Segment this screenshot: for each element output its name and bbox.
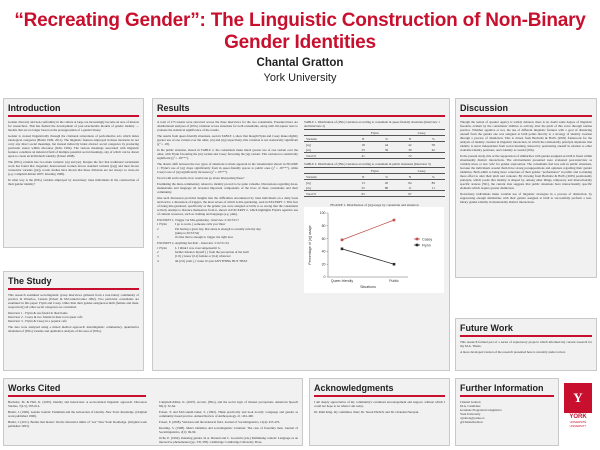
acknowledgments-paragraph: I am deeply appreciative of my community's continued encouragement and support, without which I could not hope to be where I am today. <box>314 400 445 408</box>
heading-rule <box>460 115 592 117</box>
intro-paragraph: Gender is created linguistically through the citational reiterations of performative acts which index ideological categories (Butler 1999, 2011). The linguistic features employed in these iterations do not carry any direct social meanings, but instead indirectly index abstract social categories by producing particular stance within discourse (Ochs 1992). The various meanings associated with linguistic features constitute an indexical field of multiple potential social meanings, any of which can be drawn upon to create an individual's identity (Eckert 2008). <box>8 134 139 158</box>
chart-y-tick-label: 60 <box>321 236 326 241</box>
table-cell: 65 <box>361 191 365 196</box>
chart-point-flynn <box>393 263 396 266</box>
introduction-heading: Introduction <box>8 103 61 113</box>
table-col-header: N <box>408 136 412 141</box>
excerpt-text: it's like that is enough to trigger me right now <box>175 235 234 240</box>
table-cell: 23 <box>361 147 365 152</box>
citation: Butler, J. (1999). Gender trouble: Feminism and the subversion of identity. New York: Routledge. (Original work published 1990). <box>8 410 147 418</box>
excerpt-2-title: EXCERPT 2, Anything but that! - Interview 3: 02:51:34 <box>157 241 229 246</box>
chart-y-tick-label: 40 <box>321 249 326 254</box>
table-cell: 13 <box>361 180 365 185</box>
further-info-heading: Further Information <box>460 383 544 393</box>
study-heading: The Study <box>8 276 52 286</box>
excerpt-line <box>157 235 298 239</box>
chart-point-flynn <box>341 248 344 251</box>
table-cell: 42 <box>431 147 435 152</box>
study-paragraph: The data were analyzed using a mixed method approach: metalinguistic commentary, quantitative tabulation of (ING) variants and qualitative analysis of the uses of (ING). <box>8 325 139 333</box>
citation: Eckert, P. and McConnell-Ginet, S. (1992). Think practically and look locally: Language and gender as community-based practice. Annual Review of Anthropology, 21: 461-490. <box>159 410 298 418</box>
discussion-paragraph: Though the notion of speaker agency is widely debated, there is no doubt some degree of linguistic freedom, evident by the consultants' abilities to actively alter the pitch of this voice through routine practice. Whether agentive or not, the use of different linguistic features with a goal of distancing oneself from the gender one was assigned at birth points directly to a strategy of identity creation through a process of distinction. This is drawn from Bucholtz & Hall's (2005) framework for the analysis of identity creation in linguistic interaction, in which the relationality principle stipulates that identity is never independent from social meaning, instead by positioning oneself in relation to other available identity positions, one's identity is created (506). <box>460 120 592 152</box>
table-cell: 58 <box>431 142 435 147</box>
chart-legend-label: Casey <box>422 237 433 242</box>
intro-paragraph: Gender diversity and non-conformity in the culture at large are increasingly become an area of interest for researchers. This has fuelled the development of post-structuralist models of gender identity — models that are no longer based on the presupposition of a gender binary. <box>8 120 139 132</box>
york-university-logo <box>564 383 592 435</box>
table-cell: 72 <box>408 153 412 158</box>
results-paragraph: Faced with such results, how would one go about interpreting these? <box>157 176 245 180</box>
table-cell: [ın] <box>306 147 311 152</box>
chart-legend-label: Flynn <box>422 243 431 248</box>
citation: Campbell-Kibler, K. (2007). Accent, (ING), and the social logic of listener perceptions. American Speech 82(1): 32-64. <box>159 400 298 408</box>
table-cell <box>375 153 398 159</box>
acknowledgments-heading: Acknowledgments <box>314 383 394 393</box>
heading-rule <box>460 335 592 337</box>
figure-1-chart <box>304 207 444 293</box>
citation: Bucholtz, M. & Hall, K. (2005). Identity and interaction: A sociocultural linguistic approach. Discourse Studies, 7(4-5), 585-614. <box>8 400 147 408</box>
citation: Eckert, P. (2008). Variation and the indexical field. Journal of Sociolinguistics, 12(4): 453-476. <box>159 420 281 424</box>
table-cell: 52 <box>361 185 365 190</box>
study-paragraph: This research examined sociolinguistic group interviews gathered from a non-binary community of practice in Waterloo, Canada (Eckert & McConnell-Ginet 1992). Two particular consultants are examined in this paper: Flynn and Casey. Other than their gender-assigned-at-birth (female and male, respectively) all other social categories are controlled. <box>8 293 139 309</box>
chart-x-tick-label: Public <box>389 279 399 283</box>
excerpt-speaker: 4 <box>157 258 159 263</box>
results-paragraph: A total of 275 tokens were extracted across the three interviews for the two consultants. Presented here are distributional analyses of (ING) variation across situations for both consultants, along with chi-square tests to evaluate the statistical significance of the results. <box>157 120 298 132</box>
table-cell: [ıŋ] <box>306 180 311 185</box>
table-1-caption: TABLE 1. Distribution of (ING) variation according to consultant in queer-friendly situations (Interview 1 and Interview 2) <box>304 120 440 128</box>
excerpt-speaker: 1 Flynn <box>157 245 167 250</box>
york-logo-name: YORK <box>569 414 587 420</box>
table-cell: 11 <box>408 185 412 190</box>
table-col-header: % <box>385 136 388 141</box>
results-paragraph: The results from queer-friendly situations, seen in TABLE 1, show that though Flynn and Casey make slightly greater use of one variant over the other, [ın] and [ıŋ] respectively, this variation is not statistically significant (χ² = .18). <box>157 134 298 146</box>
excerpt-speaker: 2 <box>157 250 159 255</box>
excerpt-text: I go to work. ( someone calls you 'miss' <box>175 222 226 227</box>
chart-legend-marker <box>416 238 419 241</box>
further-info-handle[interactable]: @ChantalGratton <box>460 420 483 424</box>
table-group-header: Casey <box>417 130 426 135</box>
figure-1-caption: FIGURE 1. Distribution of [ıŋ] usage by consultant and situation <box>330 203 419 207</box>
acknowledgments-panel <box>309 378 450 446</box>
study-interview-3: Interview 3 - Flynn & Casey in a popular café <box>8 319 67 323</box>
excerpt-speaker: 2 <box>157 226 159 231</box>
discussion-panel <box>455 98 597 278</box>
excerpt-speaker: 3 <box>157 254 159 259</box>
heading-rule <box>8 288 139 290</box>
introduction-panel <box>3 98 144 248</box>
chart-y-tick-label: 100 <box>319 211 326 216</box>
table-2 <box>304 167 445 197</box>
table-col-header: Variants <box>306 136 317 141</box>
excerpt-text: (1:0) y know (0.2) female or (0.4) whatever <box>175 254 231 259</box>
chart-x-tick-label: Queer-friendly <box>330 279 354 283</box>
results-heading: Results <box>157 103 190 113</box>
results-col-right <box>304 120 445 293</box>
table-cell: 41 <box>361 153 365 158</box>
york-logo-sub: UNIVERSITÉ UNIVERSITY <box>569 420 587 428</box>
results-panel <box>152 98 450 371</box>
excerpt-text: uh (2.0) yeah ( ) 'cause it's just ANYTHING BUT THAT <box>175 258 248 263</box>
table-col-header: % <box>431 136 435 141</box>
citation: Kiesling, S. (1998). Men's identities and sociolinguistic variation: The case of fraternity men. Journal of Sociolinguistics, 2(1): 69-99. <box>159 426 298 434</box>
table-cell: Total N <box>306 191 316 196</box>
further-info-line: M.A. Candidate <box>460 404 481 408</box>
table-cell: 44 <box>384 142 389 147</box>
table-col-header: N <box>361 136 365 141</box>
chart-legend-marker <box>416 244 419 247</box>
author-name: Chantal Gratton <box>256 57 344 69</box>
table-col-header: Variants <box>306 174 317 179</box>
results-paragraph: The drastic shift between the two types of situations is made apparent in the visualization shown in FIGURE 1: Flynn's use of [ıŋ] drops significantly from in queer-friendly spaces to public ones (χ² = .05***), while Casey's use of [ıŋ] significantly increases (χ² = .05***). <box>157 162 298 174</box>
table-cell <box>422 191 445 197</box>
table-cell <box>422 153 445 159</box>
excerpt-text: [jump to 00:33:54] <box>175 230 200 235</box>
table-1 <box>304 129 445 159</box>
table-col-header: N <box>408 174 412 179</box>
works-cited-panel <box>3 378 303 446</box>
chart-y-tick-label: 0 <box>323 275 326 280</box>
further-info-line: Graduate Program in Linguistics <box>460 408 502 412</box>
york-logo-mark: Y <box>564 383 592 413</box>
table-cell: 89 <box>431 180 435 185</box>
intro-paragraph: In what way is the (ING) variable employed by non-binary trans individuals in the construction of their gender identity? <box>8 178 139 186</box>
table-cell: 30 <box>408 147 412 152</box>
future-work-panel <box>455 318 597 371</box>
chart-point-casey <box>341 239 344 242</box>
future-work-paragraph: This research formed part of a series of exploratory projects which informed my current research for my M.A. Thesis. <box>460 340 592 348</box>
study-panel <box>3 271 144 371</box>
poster-title: “Recreating Gender”: The Linguistic Construction of Non-Binary Gender Identities <box>14 10 586 53</box>
results-paragraph: One such discussion provided insights into the difficulties encountered by trans individuals on a daily basis and lead to a discussion of triggers, the most severe of which is mis-gendering, seen in EXCERPT 1. This fear of being mis-gendered, specifically as the gender you were assigned at birth, is so strong that the consultants actively attempt to distance themselves from it, shown in EXCERPT 2, which highlights Flynn's agentive use of cultural resources, such as clothing and language (e.g. pink). <box>157 196 298 216</box>
table-cell: 84 <box>408 180 412 185</box>
excerpt-text: I'm having a great day, that alone is enough to actually ruin my day. <box>175 226 262 231</box>
table-cell: 56 <box>384 147 389 152</box>
chart-y-tick-label: 20 <box>321 262 326 267</box>
heading-rule <box>8 395 146 397</box>
works-cited-col-1 <box>4 400 151 446</box>
table-cell: Total N <box>306 153 316 158</box>
further-info-email[interactable]: cgratton@yorku.ca <box>460 416 485 420</box>
excerpt-line <box>157 259 298 263</box>
excerpt-2 <box>157 241 298 262</box>
further-info-line: Chantal Gratton <box>460 400 481 404</box>
table-cell: [ın] <box>306 185 311 190</box>
chart-point-casey <box>393 219 396 222</box>
excerpt-text: I- I think I was overcompensatin' b- <box>175 245 221 250</box>
excerpt-text: further distance myself ( ) from the perception of me bein' <box>175 250 250 255</box>
table-group-header: Flynn <box>370 168 379 173</box>
discussion-heading: Discussion <box>460 103 509 113</box>
heading-rule <box>460 395 554 397</box>
table-group-header: Casey <box>417 168 426 173</box>
table-cell <box>375 191 398 197</box>
discussion-paragraph: In the present study, this active suppression of similarities with gender-assigned-at-birth is fused within situationally distinct interactions. The environments presented were evaluated post-interview as variably more or less 'safe' for gender exploration. The consultants feel less safe in public situations, because the individuals around them have strong presuppositions and opinions regarding their gender identities. Both admit to being more conscious of their gender "performance" in public and to making more effort to alter their pitch and contours. By drawing from Bucholtz & Hall's (2005) positionality principle, which posits that identity is shaped by, among other things, temporary and interactionally specific stances (591), the current data suggests that public situations have interactionally specific elements which require greater distinction. <box>460 154 592 190</box>
results-paragraph: In the public situation, shown in TABLE 2, the consultants make much greater use of one variant over the other, with Flynn favouring the [ın] variant and Casey favouring the [ıŋ] variant. This variation is statistically significant (χ² = .05***). <box>157 148 298 160</box>
excerpt-1-title: EXCERPT 1, Trigger via Mis-gendering - Interview 2: 00:33:17 <box>157 218 240 222</box>
further-info-line: York University <box>460 412 481 416</box>
table-2-caption: TABLE 2. Distribution of (ING) variation according to consultant in public situations (Interview 3) <box>304 162 431 166</box>
affiliation: York University <box>263 72 337 84</box>
acknowledgments-paragraph: Dr. Ruth King, my committee chair; Dr. Susan Ehrlich; and Dr. Chandan Narayan. <box>314 410 420 414</box>
table-cell: [ıŋ] <box>306 142 311 147</box>
excerpt-1 <box>157 218 298 239</box>
heading-rule <box>157 115 445 117</box>
intro-paragraph: The (ING) variable has two main variants: [ıŋ] and [ın]. Despite the fact that traditional variationist work has found that cisgender, heterosexual women favour standard variants ([ıŋ]) and men favour vernacular variants ([ın]), recent studies have shown that these divisions are not always so clear-cut (e.g. Campbell-Kibler 2007; Kiesling 1998). <box>8 160 139 176</box>
table-cell: 18 <box>361 142 365 147</box>
table-cell: 20 <box>384 180 389 185</box>
table-cell: 11 <box>431 185 435 190</box>
citation: Ochs, E. (1992). Indexing gender. In A. Duranti and C. Goodwin (eds.) Rethinking context: Language as an interactive phenomenon (pp. 335-358). Cambridge: Cambridge University Press. <box>159 436 298 444</box>
future-work-paragraph: A more developed version of the research presented here is currently under review. <box>460 350 566 354</box>
chart-x-axis-label: Situations <box>360 285 376 289</box>
results-col-left <box>157 120 298 293</box>
table-row <box>304 191 445 197</box>
table-cell: 42 <box>408 142 412 147</box>
study-interview-2: Interview 2 - Casey & two friends in their local queer café <box>8 315 83 319</box>
heading-rule <box>314 395 445 397</box>
table-col-header: % <box>431 174 435 179</box>
future-work-heading: Future Work <box>460 323 513 333</box>
results-paragraph: Examining the meta-commentary related to identity proved to be quite valuable. Discussions regarding dress, mannerisms and language all revealed important components of the lives of these consultants and their community. <box>157 182 298 194</box>
table-group-header: Flynn <box>370 130 379 135</box>
chart-y-axis-label: Percentage of [ıŋ] usage <box>308 225 312 265</box>
citation: Butler, J. (2011). Bodies that matter: On the discursive limits of "sex" New York: Routledge. (Original work published 1993). <box>8 420 147 428</box>
study-interview-1: Interview 1 - Flynn & one friend in their home <box>8 311 68 315</box>
further-info-panel <box>455 378 559 446</box>
chart-y-tick-label: 80 <box>321 224 326 228</box>
table-cell: 80 <box>384 185 389 190</box>
discussion-paragraph: Non-binary individuals make variable use of linguistic strategies in a process of distinction, by suppressing enough similarities with their gender assigned at birth to successfully perform a non-binary gender identity in situationally distinct interactions. <box>460 192 592 204</box>
heading-rule <box>8 115 139 117</box>
table-row <box>304 153 445 159</box>
excerpt-speaker: 1 Flynn <box>157 222 167 227</box>
table-col-header: % <box>385 174 388 179</box>
excerpt-speaker: 3 <box>157 235 159 240</box>
table-cell: 97 <box>408 191 412 196</box>
table-col-header: N <box>361 174 365 179</box>
works-cited-heading: Works Cited <box>8 383 61 393</box>
works-cited-col-2 <box>155 400 302 446</box>
